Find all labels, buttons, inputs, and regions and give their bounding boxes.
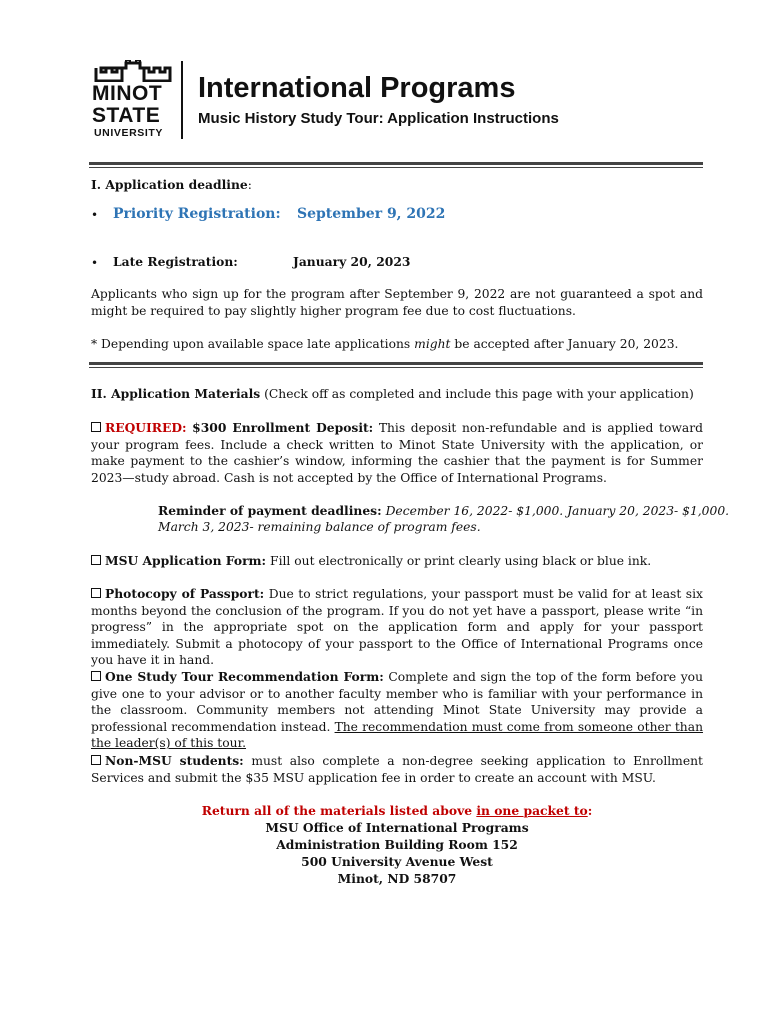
page-title: International Programs bbox=[198, 72, 516, 104]
university-logo bbox=[92, 60, 176, 140]
page-subtitle: Music History Study Tour: Application Instructions bbox=[198, 110, 559, 127]
logo-text-minot: MINOT bbox=[92, 82, 163, 105]
non-msu-students-item: Non-MSU students: must also complete a non-degree seeking application to Enrollment Services and submit the $35 MSU application fee in order to create an account with MSU. bbox=[91, 753, 703, 785]
payment-reminder: Reminder of payment deadlines: December 16, 2022- $1,000. January 20, 2023- $1,000. bbox=[158, 503, 730, 518]
return-instruction: Return all of the materials listed above in one packet to: bbox=[201, 803, 593, 818]
address-line-building: Administration Building Room 152 bbox=[276, 837, 518, 852]
late-registration-date: January 20, 2023 bbox=[293, 254, 411, 269]
recommendation-form-item: One Study Tour Recommendation Form: Complete and sign the top of the form before you give one to your advisor or to another faculty member who is familiar with your performance in the classroom. Community members not attending Minot State University may provide a professional recommendation instead. The recommendation must come from someone other than the leader(s) of this tour. bbox=[91, 669, 703, 750]
address-line-city: Minot, ND 58707 bbox=[337, 871, 457, 886]
logo-text-university: UNIVERSITY bbox=[94, 127, 164, 139]
checkbox-icon[interactable] bbox=[91, 755, 101, 765]
msu-application-form-item: MSU Application Form: Fill out electronically or print clearly using black or blue ink. bbox=[91, 553, 651, 570]
address-line-office: MSU Office of International Programs bbox=[265, 820, 529, 835]
section-heading-deadline: I. Application deadline: bbox=[91, 177, 252, 192]
passport-item: Photocopy of Passport: Due to strict regulations, your passport must be valid for at least six months beyond the conclusion of the program. If you do not yet have a passport, please write “in progress” in the appropriate spot on the application form and apply for your passport immediately. Submit a photocopy of your passport to the Office of International Programs once you have it in hand. bbox=[91, 586, 703, 667]
checkbox-icon[interactable] bbox=[91, 671, 101, 681]
logo-text-state: STATE bbox=[92, 104, 161, 127]
checkbox-icon[interactable] bbox=[91, 555, 101, 565]
checkbox-icon[interactable] bbox=[91, 588, 101, 598]
address-line-street: 500 University Avenue West bbox=[301, 854, 493, 869]
late-registration-label: Late Registration: bbox=[113, 254, 238, 269]
bullet-icon: • bbox=[91, 256, 99, 270]
section-heading-materials: II. Application Materials (Check off as completed and include this page with your application) bbox=[91, 386, 694, 401]
castle-tower-icon bbox=[94, 60, 172, 82]
bullet-icon: • bbox=[91, 208, 99, 222]
enrollment-deposit-item: REQUIRED: $300 Enrollment Deposit: This deposit non-refundable and is applied toward your program fees. Include a check written to Minot State University with the application, or make payment to the cashier’s window, informing the cashier that the payment is for Summer 2023—study abroad. Cash is not accepted by the Office of International Programs. bbox=[91, 420, 703, 485]
late-signup-note: Applicants who sign up for the program after September 9, 2022 are not guaranteed a spot and might be required to pay slightly higher program fee due to cost fluctuations. bbox=[91, 287, 703, 318]
section-rule bbox=[89, 362, 703, 368]
header-divider bbox=[181, 61, 183, 139]
priority-registration-label: Priority Registration: bbox=[113, 206, 281, 222]
priority-registration-date: September 9, 2022 bbox=[297, 206, 446, 222]
payment-reminder-line2: March 3, 2023- remaining balance of program fees. bbox=[158, 520, 481, 534]
section-rule bbox=[89, 162, 703, 168]
checkbox-icon[interactable] bbox=[91, 422, 101, 432]
late-applications-note: * Depending upon available space late applications might be accepted after January 20, 2023. bbox=[91, 337, 679, 351]
